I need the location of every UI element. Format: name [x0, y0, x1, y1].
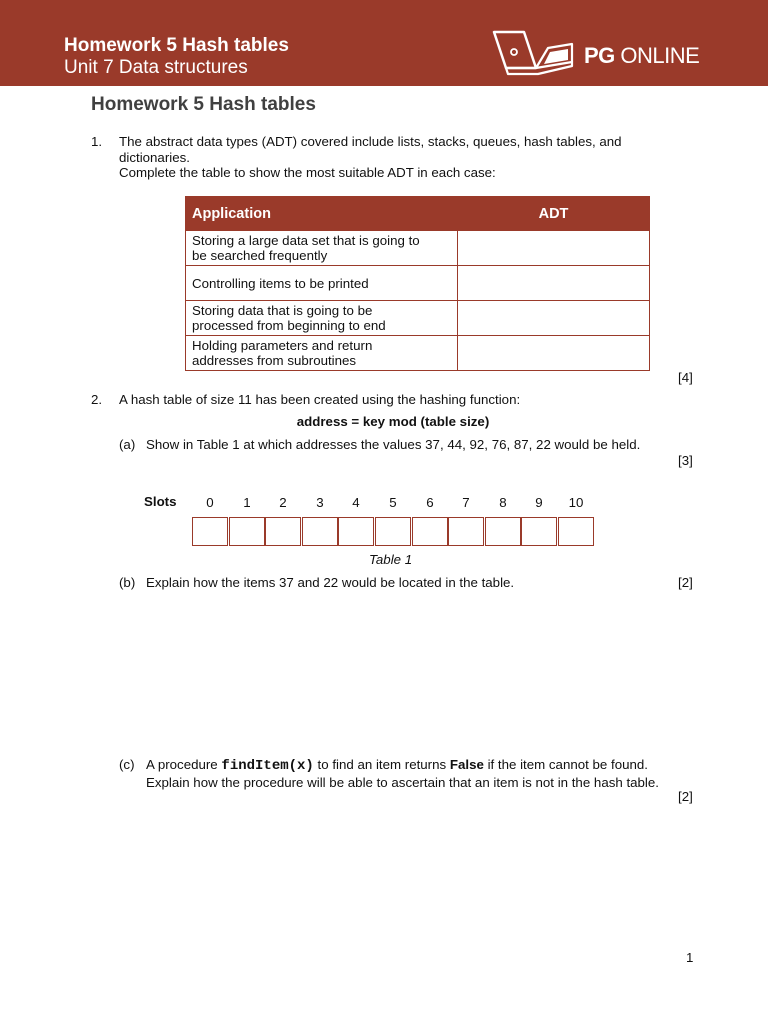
procedure-name: findItem(x): [221, 758, 314, 774]
q2c-label: (c): [119, 757, 135, 772]
slot-box[interactable]: [521, 517, 557, 546]
q2b-label: (b): [119, 575, 136, 590]
slot-number: 10: [568, 495, 584, 510]
q2a-text: Show in Table 1 at which addresses the values 37, 44, 92, 76, 87, 22 would be held.: [146, 437, 641, 452]
table-row: [186, 231, 650, 266]
header-banner: [0, 0, 768, 86]
q2c-marks: [2]: [678, 789, 693, 804]
slots-label: Slots: [144, 494, 177, 509]
slot-box[interactable]: [485, 517, 521, 546]
adt-answer-cell[interactable]: [458, 336, 650, 371]
banner-subtitle: Unit 7 Data structures: [64, 57, 248, 78]
slot-box[interactable]: [338, 517, 374, 546]
application-cell: Controlling items to be printed: [186, 266, 458, 301]
q2-number: 2.: [91, 392, 103, 407]
q2c-text: A procedure findItem(x) to find an item returns False if the item cannot be found. Explain how the procedure will be able to ascertain that an item is not in the hash table.: [146, 757, 659, 790]
pg-online-logo: [492, 30, 712, 80]
q1-marks: [4]: [678, 370, 693, 385]
q1-number: 1.: [91, 134, 103, 149]
slot-box[interactable]: [229, 517, 265, 546]
adt-answer-cell[interactable]: [458, 266, 650, 301]
adt-answer-cell[interactable]: [458, 231, 650, 266]
slot-box[interactable]: [448, 517, 484, 546]
page-title: Homework 5 Hash tables: [91, 94, 316, 115]
slot-box[interactable]: [412, 517, 448, 546]
slot-number: 3: [316, 495, 324, 510]
slot-number: 1: [243, 495, 251, 510]
application-cell: Storing a large data set that is going to be searched frequently: [186, 231, 458, 266]
table-caption: Table 1: [369, 552, 413, 567]
slot-number: 5: [389, 495, 397, 510]
table-row: [186, 301, 650, 336]
slot-number: 9: [535, 495, 543, 510]
adt-table-header-application: Application: [186, 197, 458, 231]
slot-box[interactable]: [265, 517, 301, 546]
adt-table: [185, 196, 650, 371]
slot-box[interactable]: [302, 517, 338, 546]
q2a-label: (a): [119, 437, 136, 452]
application-cell: Holding parameters and return addresses from subroutines: [186, 336, 458, 371]
q1-text: The abstract data types (ADT) covered include lists, stacks, queues, hash tables, and dictionaries. Complete the table to show the most suitable ADT in each case:: [119, 134, 622, 180]
q2b-text: Explain how the items 37 and 22 would be located in the table.: [146, 575, 515, 590]
table-row: [186, 266, 650, 301]
hash-formula: address = key mod (table size): [296, 414, 490, 429]
slot-number: 6: [426, 495, 434, 510]
slot-box[interactable]: [558, 517, 594, 546]
page-number: 1: [686, 950, 694, 965]
banner-title: Homework 5 Hash tables: [64, 35, 289, 56]
q2a-marks: [3]: [678, 453, 693, 468]
adt-table-header-adt: ADT: [458, 197, 650, 231]
q2-intro: A hash table of size 11 has been created using the hashing function:: [119, 392, 521, 407]
slot-number: 0: [206, 495, 214, 510]
slot-box[interactable]: [375, 517, 411, 546]
application-cell: Storing data that is going to be processed from beginning to end: [186, 301, 458, 336]
adt-answer-cell[interactable]: [458, 301, 650, 336]
q2b-marks: [2]: [678, 575, 693, 590]
slot-number: 2: [279, 495, 287, 510]
table-row: [186, 336, 650, 371]
laptop-icon: [492, 30, 582, 80]
slot-number: 8: [499, 495, 507, 510]
slot-box[interactable]: [192, 517, 228, 546]
slot-number: 7: [462, 495, 470, 510]
logo-text: PG ONLINE: [584, 43, 700, 68]
slot-number: 4: [352, 495, 360, 510]
